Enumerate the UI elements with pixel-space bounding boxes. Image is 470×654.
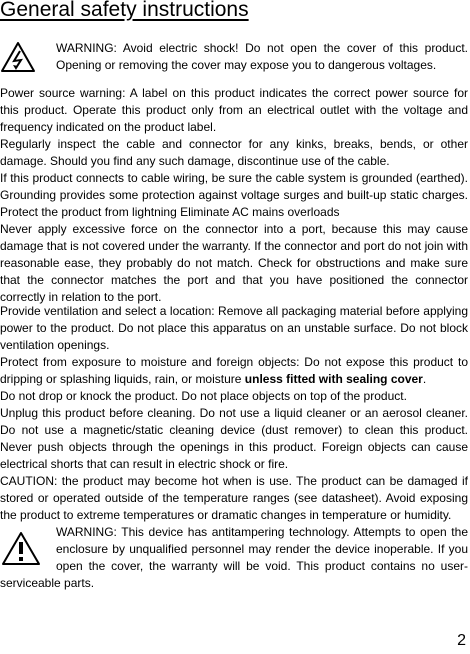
connector-force-paragraph: Never apply excessive force on the connector into a port, because this may cause damage that is not covered under the warranty. If the connector and port do not join with reasonable ease, they probably do not match. Check for obstructions and make sure that the connector matches the port and that you have positioned the connector correctly in relation to the port.	[0, 222, 468, 304]
antitampering-warning-text: WARNING: This device has antitampering technology. Attempts to open the enclosure by unqualified personnel may render the device inoperable. If you open the cover, the warranty will be void. This product contains no user-serviceable parts.	[0, 525, 468, 590]
power-section	[0, 85, 468, 306]
drop-paragraph: Do not drop or knock the product. Do not place objects on top of the product.	[0, 389, 407, 403]
antitampering-warning	[0, 524, 468, 592]
moisture-end: .	[422, 372, 427, 386]
electric-shock-warning	[0, 40, 468, 76]
cleaning-paragraph: Unplug this product before cleaning. Do not use a liquid cleaner or an aerosol cleaner. Do not use a magnetic/static cleaning device (dust remover) to clean this product. Never push objects through the openings in this product. Foreign objects can cause electrical shorts that can result in electric shock or fire.	[0, 406, 468, 471]
moisture-text: Protect from exposure to moisture and foreign objects: Do not expose this product to dripping or splashing liquids, rain, or moisture	[0, 355, 468, 386]
page-number: 2	[457, 632, 466, 649]
caution-warning-icon	[0, 524, 56, 574]
ventilation-paragraph: Provide ventilation and select a location: Remove all packaging material before applying power to the product. Do not place this apparatus on an unstable surface. Do not block ventilation openings.	[0, 304, 468, 352]
caution-paragraph: CAUTION: the product may become hot when is use. The product can be damaged if stored or operated outside of the temperature ranges (see datasheet). Avoid exposing the product to extreme temperatures or dramatic changes in temperature or humidity.	[0, 474, 468, 522]
grounding-paragraph: If this product connects to cable wiring, be sure the cable system is grounded (earthed). Grounding provides some protection against voltage surges and built-up static charges. Protect the product from lightning Eliminate AC mains overloads	[0, 171, 468, 219]
moisture-paragraph	[0, 354, 468, 388]
power-source-paragraph: Power source warning: A label on this product indicates the correct power source for this product. Operate this product only from an electrical outlet with the voltage and frequency indicated on the product label.	[0, 86, 468, 134]
cable-inspection-paragraph: Regularly inspect the cable and connector for any kinks, breaks, bends, or other damage. Should you find any such damage, discontinue use of the cable.	[0, 137, 468, 168]
electric-shock-warning-text: WARNING: Avoid electric shock! Do not open the cover of this product. Opening or removing the cover may expose you to dangerous voltages.	[56, 41, 468, 72]
page-title: General safety instructions	[0, 0, 249, 21]
electric-shock-warning-icon	[0, 40, 56, 76]
placement-section	[0, 303, 468, 524]
moisture-bold-text: unless fitted with sealing cover	[244, 372, 423, 386]
